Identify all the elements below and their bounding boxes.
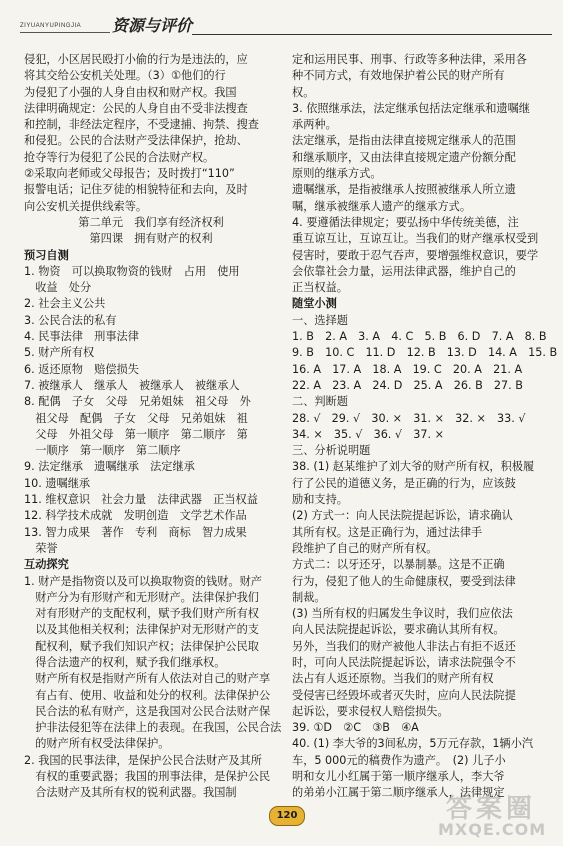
- left-text-line: 1. 物资 可以换取物资的钱财 占用 使用: [24, 264, 240, 278]
- left-text-line: 11. 维权意识 社会力量 法律武器 正当权益: [24, 493, 258, 507]
- left-text-line: 10. 遗嘱继承: [24, 476, 91, 490]
- right-text-line: 另外，当我们的财产被他人非法占有拒不返还: [292, 639, 516, 653]
- right-text-line: 行为，侵犯了他人的生命健康权，要受到法律: [292, 574, 516, 588]
- right-text-line: 9. B 10. C 11. D 12. B 13. D 14. A 15. B: [292, 346, 558, 360]
- right-text-line: 向人民法院提起诉讼，要求确认其所有权。: [292, 623, 505, 637]
- right-text-line: 制裁。: [292, 590, 326, 604]
- right-text-line: 4. 要遵循法律规定；要弘扬中华传统美德，注: [292, 215, 519, 229]
- left-text-line: 护非法侵犯等在法律上的表现。在我国，公民合法: [24, 721, 282, 735]
- right-text-line: 行了公民的道德义务，是正确的行为，应该鼓: [292, 476, 516, 490]
- left-text-line: 2. 我国的民事法律，是保护公民合法财产及其所: [24, 753, 262, 767]
- left-text-line: 4. 民事法律 刑事法律: [24, 330, 139, 344]
- right-text-line: 一、选择题: [292, 313, 348, 327]
- right-text-line: 权。: [292, 85, 315, 99]
- right-text-line: 承两种。: [292, 118, 337, 132]
- left-text-line: 第四课 拥有财产的权利: [89, 232, 213, 246]
- left-text-line: 将其交给公安机关处理。（3）①他们的行: [24, 69, 226, 83]
- right-text-line: 段维护了自己的财产所有权。: [292, 541, 438, 555]
- left-text-line: 8. 配偶 子女 父母 兄弟姐妹 祖父母 外: [24, 395, 251, 409]
- left-text-line: 配权利，赋予我们知识产权；法律保护公民取: [24, 639, 259, 653]
- left-text-line: 2. 社会主义公共: [24, 297, 106, 311]
- left-text-line: 侵犯，小区居民殴打小偷的行为是违法的，应: [24, 53, 248, 66]
- left-text-line: 向公安机关提供线索等。: [24, 199, 148, 213]
- right-text-line: 起诉讼，要求侵权人赔偿损失。: [292, 704, 449, 718]
- left-text-line: 收益 处分: [24, 281, 92, 295]
- right-text-line: 和继承顺序，又由法律直接规定遗产份额分配: [292, 150, 516, 164]
- header-rule: [192, 34, 552, 35]
- left-text-line: 报警电话；记住歹徒的相貌特征和去向，及时: [24, 183, 248, 197]
- right-text-line: 受侵害已经毁坏或者灭失时，应向人民法院提: [292, 688, 516, 702]
- right-column: [292, 52, 558, 802]
- left-text-line: 一顺序 第一顺序 第二顺序: [24, 444, 181, 458]
- page-header: [14, 10, 554, 44]
- header-pinyin: ZIYUANYUPINGJIA: [20, 23, 82, 29]
- left-text-line: 3. 公民合法的私有: [24, 313, 117, 327]
- right-text-line: 时，可向人民法院提起诉讼，请求法院强令不: [292, 655, 516, 669]
- right-text-line: 法定继承，是指由法律直接规定继承人的范围: [292, 134, 516, 148]
- right-text-line: 三、分析说明题: [292, 444, 371, 458]
- left-text-line: 和控制，非经法定程序，不受逮捕、拘禁、搜查: [24, 118, 259, 132]
- left-text-line: 12. 科学技术成就 发明创造 文学艺术作品: [24, 509, 247, 523]
- right-text-line: 嘱，继承被继承人遗产的继承方式。: [292, 199, 472, 213]
- left-text-line: 抢夺等行为侵犯了公民的合法财产权。: [24, 150, 215, 164]
- right-text-line: 随堂小测: [292, 297, 337, 311]
- left-text-line: 有权的重要武器；我国的刑事法律，是保护公民: [24, 770, 271, 784]
- left-text-line: 9. 法定继承 遗嘱继承 法定继承: [24, 460, 195, 474]
- right-text-line: 明和女儿小红属于第一顺序继承人，李大爷: [292, 770, 505, 784]
- right-text-line: 3. 依照继承法，法定继承包括法定继承和遗嘱继: [292, 101, 530, 115]
- right-text-line: 侵害时，要敢于忍气吞声，要增强维权意识，要学: [292, 248, 539, 262]
- left-text-line: 财产分为有形财产和无形财产。法律保护我们: [24, 590, 259, 604]
- left-text-line: 有占有、使用、收益和处分的权利。法律保护公: [24, 688, 271, 702]
- right-text-line: 遗嘱继承，是指被继承人按照被继承人所立遗: [292, 183, 516, 197]
- left-text-line: ②采取向老师或父母报告；及时拨打“110”: [24, 167, 235, 181]
- left-text-line: 5. 财产所有权: [24, 346, 95, 360]
- right-text-line: 其所有权。这是正确行为，通过法律手: [292, 525, 483, 539]
- right-text-line: (3) 当所有权的归属发生争议时，我们应依法: [292, 607, 513, 621]
- left-text-line: 得合法遗产的权利，赋予我们继承权。: [24, 655, 226, 669]
- left-text-line: 的财产所有权受法律保护。: [24, 737, 170, 751]
- right-text-line: 原则的继承方式。: [292, 167, 382, 181]
- left-text-line: 父母 外祖父母 第一顺序 第二顺序 第: [24, 427, 248, 441]
- left-text-line: 和侵犯。公民的合法财产受法律保护，抢劫、: [24, 134, 248, 148]
- right-text-line: 16. A 17. A 18. A 19. C 20. A 21. A: [292, 362, 523, 376]
- right-text-line: 1. B 2. A 3. A 4. C 5. B 6. D 7. A 8. B: [292, 330, 547, 344]
- left-text-line: 祖父母 配偶 子女 父母 兄弟姐妹 祖: [24, 411, 248, 425]
- right-text-line: (2) 方式一：向人民法院提起诉讼，请求确认: [292, 509, 513, 523]
- left-text-line: 第二单元 我们享有经济权利: [78, 215, 224, 229]
- right-text-line: 会依靠社会力量，运用法律武器，维护自己的: [292, 264, 516, 278]
- left-text-line: 以及其他相关权利；法律保护对无形财产的支: [24, 623, 259, 637]
- right-text-line: 39. ①D ②C ③B ④A: [292, 721, 419, 735]
- right-text-line: 34. × 35. √ 36. √ 37. ×: [292, 427, 444, 441]
- left-text-line: 对有形财产的支配权利，赋予我们财产所有权: [24, 607, 259, 621]
- right-text-line: 种不同方式，有效地保护着公民的财产所有: [292, 69, 505, 83]
- left-text-line: 6. 返还原物 赔偿损失: [24, 362, 139, 376]
- right-text-line: 二、判断题: [292, 395, 348, 409]
- right-text-line: 22. A 23. A 24. D 25. A 26. B 27. B: [292, 378, 523, 392]
- page-number: 120: [269, 806, 305, 826]
- left-text-line: 预习自测: [24, 248, 69, 262]
- header-title: 资源与评价: [112, 16, 193, 35]
- left-text-line: 民合法的私有财产，这是我国对公民合法财产保: [24, 704, 271, 718]
- left-text-line: 法律明确规定：公民的人身自由不受非法搜查: [24, 101, 248, 115]
- left-text-line: 13. 智力成果 著作 专利 商标 智力成果: [24, 525, 247, 539]
- right-text-line: 定和运用民事、刑事、行政等多种法律，采用各: [292, 53, 527, 66]
- left-text-line: 财产所有权是指财产所有人依法对自己的财产享: [24, 672, 271, 686]
- right-text-line: 重互谅互让，互谅互让。当我们的财产继承权受到: [292, 232, 539, 246]
- left-column: [24, 52, 282, 802]
- right-text-line: 38. (1) 赵某维护了刘大爷的财产所有权，积极履: [292, 460, 535, 474]
- header-arrow-line: [20, 32, 110, 33]
- right-text-line: 法占有人返还原物。当我们的财产所有权: [292, 672, 494, 686]
- left-text-line: 合法财产及其所有权的锐利武器。我国制: [24, 786, 237, 800]
- right-text-line: 28. √ 29. √ 30. × 31. × 32. × 33. √: [292, 411, 526, 425]
- right-text-line: 方式二：以牙还牙，以暴制暴。这是不正确: [292, 558, 505, 572]
- left-text-line: 7. 被继承人 继承人 被继承人 被继承人: [24, 378, 240, 392]
- right-text-line: 正当权益。: [292, 281, 348, 295]
- right-text-line: 的弟弟小江属于第二顺序继承人，法律规定: [292, 786, 505, 800]
- left-text-line: 为侵犯了小强的人身自由权和财产权。我国: [24, 85, 237, 99]
- watermark-logo: 答案圈 MXQE.COM: [438, 794, 547, 839]
- right-text-line: 车，5 000元的稿费作为遗产。 (2) 儿子小: [292, 753, 506, 767]
- left-text-line: 1. 财产是指物资以及可以换取物资的钱财。财产: [24, 574, 262, 588]
- left-text-line: 荣誉: [24, 541, 58, 555]
- left-text-line: 互动探究: [24, 558, 69, 572]
- right-text-line: 励和支持。: [292, 493, 348, 507]
- right-text-line: 40. (1) 李大爷的3间私房，5万元存款，1辆小汽: [292, 737, 534, 751]
